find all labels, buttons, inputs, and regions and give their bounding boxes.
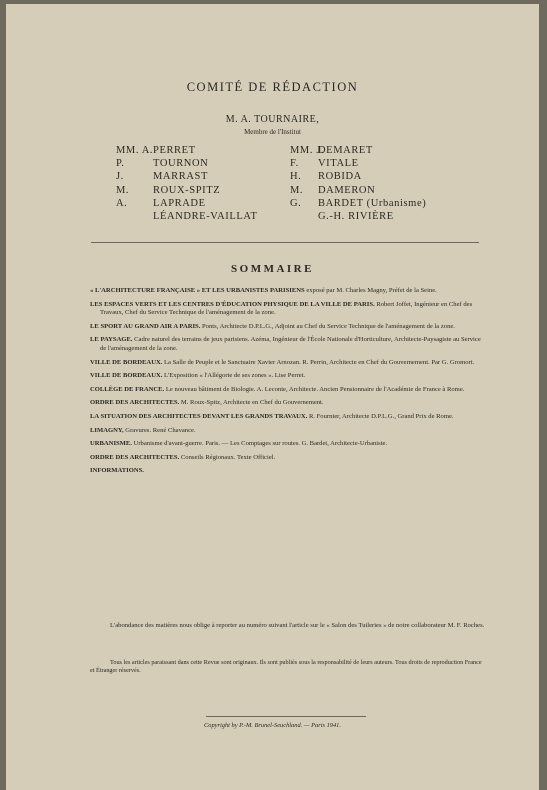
sommaire-entry: LIMAGNY, Gravures. René Chavance.	[90, 426, 196, 434]
section-divider	[91, 242, 479, 243]
sommaire-heading: SOMMAIRE	[231, 263, 314, 275]
sommaire-entry: VILLE DE BORDEAUX. L'Exposition « l'Allégorie de ses zones ». Lise Perret.	[90, 372, 306, 380]
sommaire-entry: LA SITUATION DES ARCHITECTES DEVANT LES GRANDS TRAVAUX. R. Fournier, Architecte D.P.L.G., Grand Prix de Rome.	[90, 412, 454, 420]
sommaire-entry: URBANISME. Urbanisme d'avant-guerre. Paris. — Les Comptages sur routes. G. Bardet, Architecte-Urbaniste.	[90, 440, 388, 448]
sommaire-list	[90, 287, 485, 481]
sommaire-entry: VILLE DE BORDEAUX. La Salle de Peuple et le Sanctuaire Xavier Arnozan. R. Perrin, Architecte en Chef du Gouvernement. Par G. Gromort.	[90, 358, 475, 366]
sommaire-entry: ORDRE DES ARCHITECTES. Conseils Régionaux. Texte Officiel.	[90, 453, 276, 461]
rights-disclaimer: Tous les articles paraissant dans cette Revue sont originaux. Ils sont publiés sous la responsabilité de leurs auteurs. Tous droits de reproduction France et Étranger réservés.	[90, 659, 482, 675]
sommaire-entry: LE PAYSAGE. Cadre naturel des terrains de jeux parisiens. Azéma, Ingénieur de l'École Nationale d'Horticulture, Architecte-Paysagiste au Service de l'aménagement de la zone.	[90, 336, 481, 352]
sommaire-entry: LES ESPACES VERTS ET LES CENTRES D'ÉDUCATION PHYSIQUE DE LA VILLE DE PARIS. Robert Joffet, Ingénieur en Chef des Travaux, Chef du Service Technique de l'aménagement de la zone.	[90, 300, 473, 317]
committee-president: M. A. TOURNAIRE,	[225, 114, 320, 125]
editorial-note: L'abondance des matières nous oblige à reporter au numéro suivant l'article sur le « Salon des Tuileries » de notre collaborateur M. F. Roches.	[110, 622, 485, 629]
sommaire-entry: LE SPORT AU GRAND AIR A PARIS. Ponts, Architecte D.P.L.G., Adjoint au Chef du Service Technique de l'aménagement de la zone.	[90, 322, 455, 330]
footer-divider	[206, 716, 366, 717]
sommaire-entry: COLLÈGE DE FRANCE. Le nouveau bâtiment de Biologie. A. Leconte, Architecte. Ancien Pensionnaire de l'Académie de France à Rome.	[90, 385, 465, 393]
sommaire-entry: « L'ARCHITECTURE FRANÇAISE » ET LES URBANISTES PARISIENS exposé par M. Charles Magny, Préfet de la Seine.	[90, 287, 437, 294]
document-page: COMITÉ DE RÉDACTION M. A. TOURNAIRE, Membre de l'Institut MM. A. PERRET P. TOURNON J. MARRAST M. ROUX-SPITZ A. LAPRADE LÉANDRE-VAILLAT MM. J. DEMARET F. VITALE H. ROBIDA M. DAMERON G. BARDET (Urbanisme) G.-H. RIVIÈRE SOMMAIRE « L'ARCHITECTURE FRANÇAISE » ET LES URBANISTES PARISIENS exposé par M. Charles Magny, Préfet de la Seine. LES ESPACES VERTS ET LES CENTRES D'ÉDUCATION PHYSIQUE DE LA VILLE DE PARIS. Robert Joffet, Ingénieur en Chef des Travaux, Chef du Service Technique de l'aménagement de la zone. LE SPORT AU GRAND AIR A PARIS. Ponts, Architecte D.P.L.G., Adjoint au Chef du Service Technique de l'aménagement de la zone. LE PAYSAGE. Cadre naturel des terrains de jeux parisiens. Azéma, Ingénieur de l'École Nationale d'Horticulture, Architecte-Paysagiste au Service de l'aménagement de la zone. VILLE DE BORDEAUX. La Salle de Peuple et le Sanctuaire Xavier Arnozan. R. Perrin, Architecte en Chef du Gouvernement. Par G. Gromort. VILLE DE BORDEAUX. L'Exposition « l'Allégorie de ses zones ». Lise Perret. COLLÈGE DE FRANCE. Le nouveau bâtiment de Biologie. A. Leconte, Architecte. Ancien Pensionnaire de l'Académie de France à Rome. ORDRE DES ARCHITECTES. M. Roux-Spitz, Architecte en Chef du Gouvernement. LA SITUATION DES ARCHITECTES DEVANT LES GRANDS TRAVAUX. R. Fournier, Architecte D.P.L.G., Grand Prix de Rome. LIMAGNY, Gravures. René Chavance. URBANISME. Urbanisme d'avant-guerre. Paris. — Les Comptages sur routes. G. Bardet, Architecte-Urbaniste. ORDRE DES ARCHITECTES. Conseils Régionaux. Texte Officiel. INFORMATIONS. L'abondance des matières nous oblige à reporter au numéro suivant l'article sur le « Salon des Tuileries » de notre collaborateur M. F. Roches. Tous les articles paraissant dans cette Revue sont originaux. Ils sont publiés sous la responsabilité de leurs auteurs. Tous droits de reproduction France et Étranger réservés. Copyright by P.-M. Brunel-Seuchland. — Paris 1941.	[6, 4, 539, 790]
sommaire-entry: INFORMATIONS.	[90, 467, 144, 475]
copyright-line: Copyright by P.-M. Brunel-Seuchland. — Paris 1941.	[204, 722, 341, 729]
committee-title: COMITÉ DE RÉDACTION	[186, 80, 359, 94]
committee-president-role: Membre de l'Institut	[244, 128, 301, 136]
sommaire-entry: ORDRE DES ARCHITECTES. M. Roux-Spitz, Architecte en Chef du Gouvernement.	[90, 399, 324, 407]
